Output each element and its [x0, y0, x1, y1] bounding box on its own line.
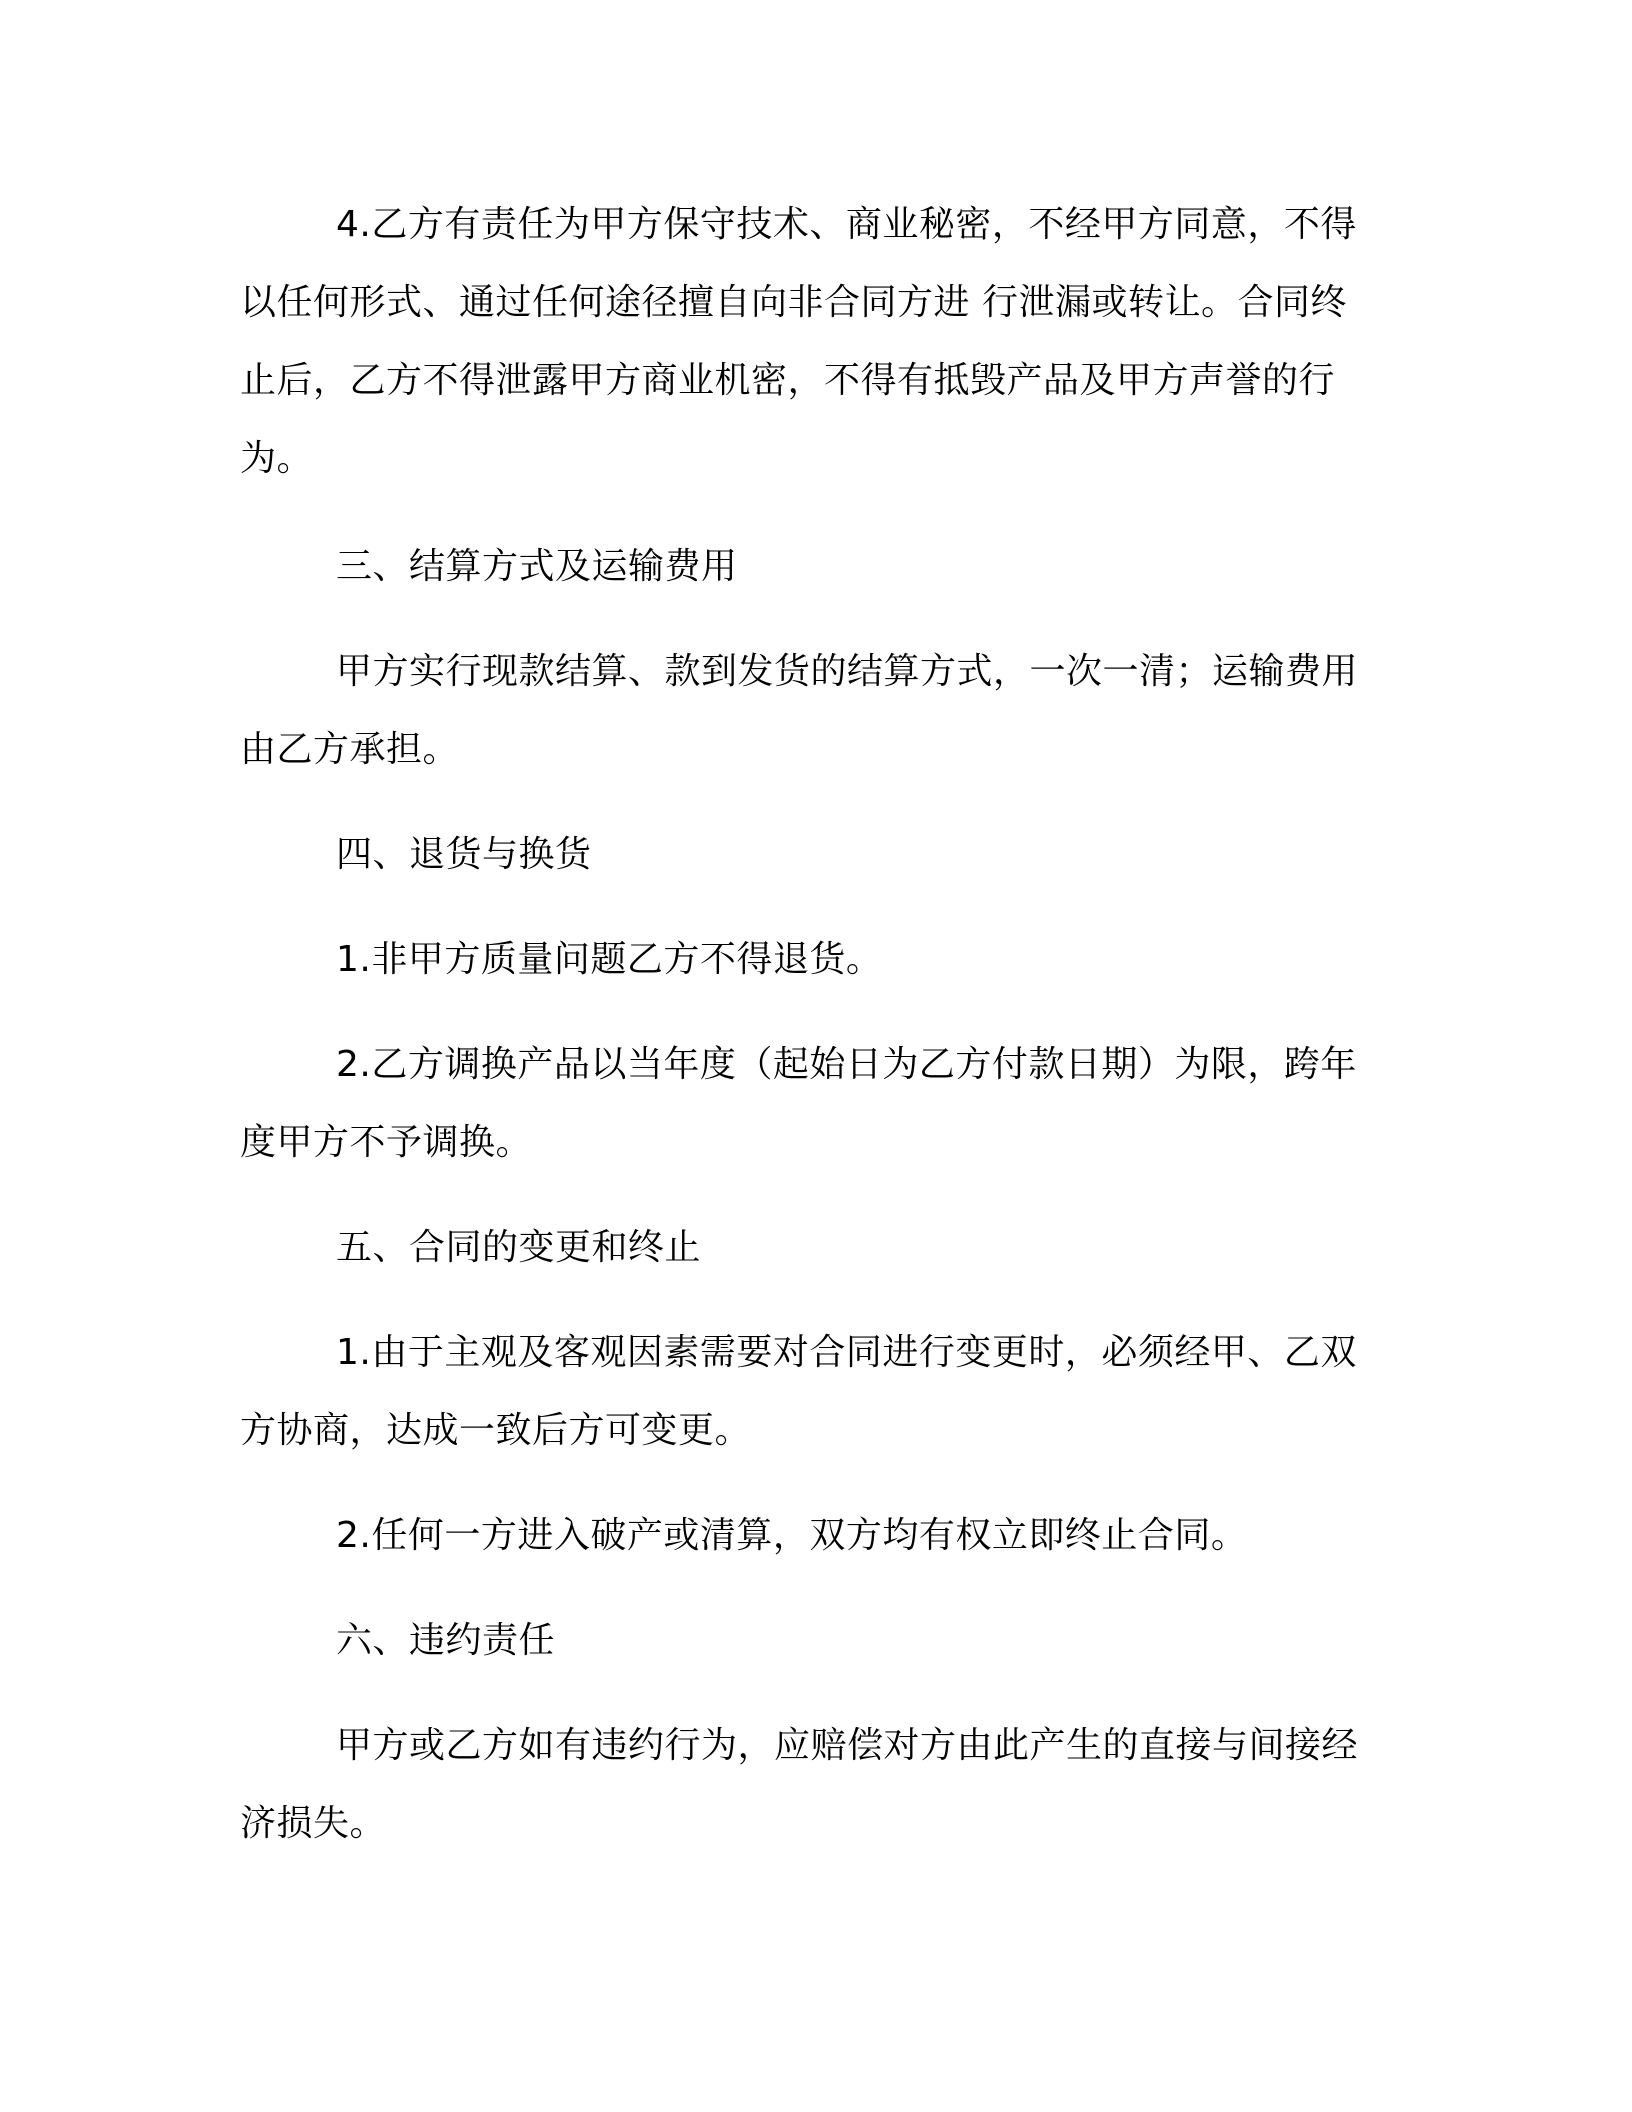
liability-paragraph: 甲方或乙方如有违约行为，应赔偿对方由此产生的直接与间接经济损失。 [240, 1725, 1359, 1844]
section-heading-changes: 五、合同的变更和终止 [336, 1227, 702, 1268]
returns-clause-1: 1.非甲方质量问题乙方不得退货。 [336, 939, 883, 980]
section-heading-liability: 六、违约责任 [336, 1620, 556, 1661]
returns-clause-2: 2.乙方调换产品以当年度（起始日为乙方付款日期）为限，跨年度甲方不予调换。 [240, 1044, 1357, 1163]
changes-clause-1: 1.由于主观及客观因素需要对合同进行变更时，必须经甲、乙双方协商，达成一致后方可变更。 [240, 1332, 1357, 1451]
section-heading-settlement: 三、结算方式及运输费用 [336, 546, 738, 587]
document-body [240, 186, 1380, 1863]
section-heading-returns: 四、退货与换货 [336, 834, 592, 875]
changes-clause-2: 2.任何一方进入破产或清算，双方均有权立即终止合同。 [336, 1515, 1248, 1556]
settlement-paragraph: 甲方实行现款结算、款到发货的结算方式，一次一清；运输费用由乙方承担。 [240, 651, 1359, 770]
clause-4-confidentiality: 4.乙方有责任为甲方保守技术、商业秘密，不经甲方同意，不得以任何形式、通过任何途径擅自向非合同方进 行泄漏或转让。合同终止后，乙方不得泄露甲方商业机密，不得有抵毁产品及甲方声誉的行为。 [240, 204, 1357, 479]
